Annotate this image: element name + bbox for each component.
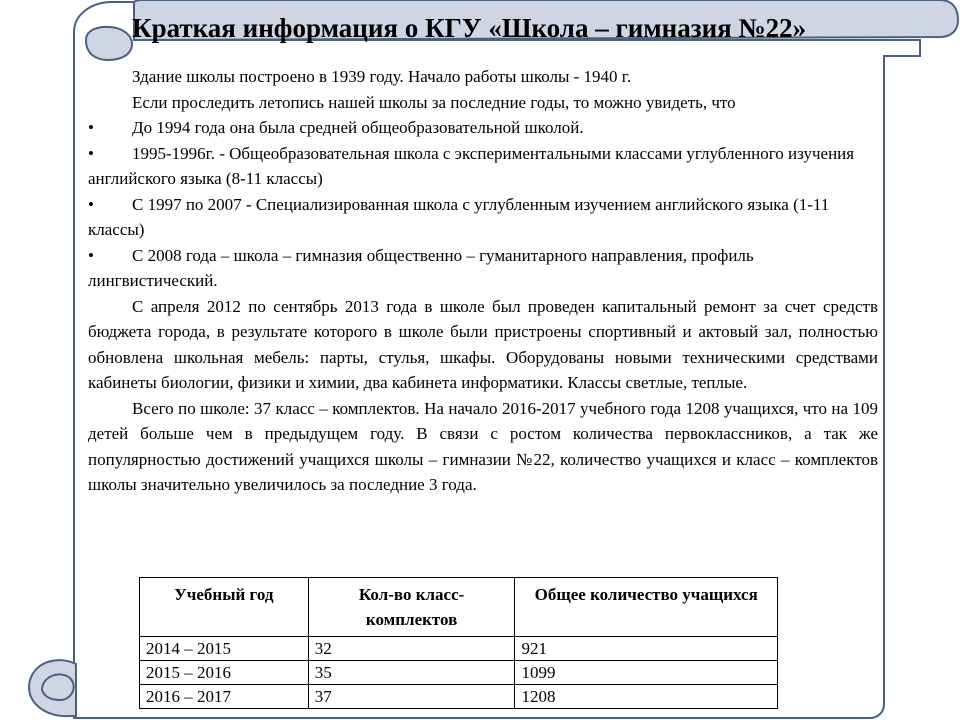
bullet-symbol: •: [88, 245, 94, 265]
bullet-text: С 1997 по 2007 - Специализированная школа с углубленным изучением английского языка (1-11 классы): [88, 194, 830, 239]
header-student-count: Общее количество учащихся: [515, 578, 778, 637]
page-title: Краткая информация о КГУ «Школа – гимназия №22»: [132, 13, 807, 43]
table-row: [140, 685, 778, 709]
header-school-year: Учебный год: [140, 578, 309, 637]
scroll-top-curl: [86, 27, 132, 60]
cell-classes: 37: [308, 685, 515, 709]
enrollment-table: [139, 577, 778, 709]
bullet-item: [88, 141, 878, 192]
scroll-bottom-curl: [42, 674, 74, 700]
school-info-text: [88, 64, 878, 498]
cell-classes: 32: [308, 637, 515, 661]
cell-students: 921: [515, 637, 778, 661]
paragraph-history-intro: Если проследить летопись нашей школы за последние годы, то можно увидеть, что: [132, 92, 736, 112]
bullet-symbol: •: [88, 194, 94, 214]
bullet-symbol: •: [88, 143, 94, 163]
bullet-symbol: •: [88, 118, 94, 137]
cell-year: 2015 – 2016: [140, 661, 309, 685]
paragraph-enrollment: Всего по школе: 37 класс – комплектов. На начало 2016-2017 учебного года 1208 учащихся, что на 109 детей больше чем в предыдущем году. В связи с ростом количества первоклассников, а так же популярностью достижений учащихся школы – гимназии №22, количество учащихся и класс – комплектов школы значительно увеличилось за последние 3 года.: [88, 398, 878, 494]
cell-year: 2014 – 2015: [140, 637, 309, 661]
table-row: [140, 661, 778, 685]
table-header-row: [140, 578, 778, 637]
bullet-item: [88, 243, 878, 294]
cell-students: 1208: [515, 685, 778, 709]
table-row: [140, 637, 778, 661]
cell-students: 1099: [515, 661, 778, 685]
bullet-item: [88, 115, 878, 141]
bullet-item: [88, 192, 878, 243]
bullet-text: 1995-1996г. - Общеобразовательная школа с экспериментальными классами углубленного изучения английского языка (8-11 классы): [88, 143, 855, 188]
paragraph-building: Здание школы построено в 1939 году. Начало работы школы - 1940 г.: [132, 67, 632, 86]
header-class-count: Кол-во класс-комплектов: [308, 578, 515, 637]
cell-classes: 35: [308, 661, 515, 685]
cell-year: 2016 – 2017: [140, 685, 309, 709]
bullet-text: С 2008 года – школа – гимназия общественно – гуманитарного направления, профиль лингвистический.: [88, 245, 754, 290]
bullet-text: До 1994 года она была средней общеобразовательной школой.: [132, 118, 584, 137]
paragraph-renovation: С апреля 2012 по сентябрь 2013 года в школе был проведен капитальный ремонт за счет средств бюджета города, в результате которого в школе были пристроены спортивный и актовый зал, полностью обновлена школьная мебель: парты, стулья, шкафы. Оборудованы новыми техническими средствами кабинеты биологии, физики и химии, два кабинета информатики. Классы светлые, теплые.: [88, 296, 878, 392]
